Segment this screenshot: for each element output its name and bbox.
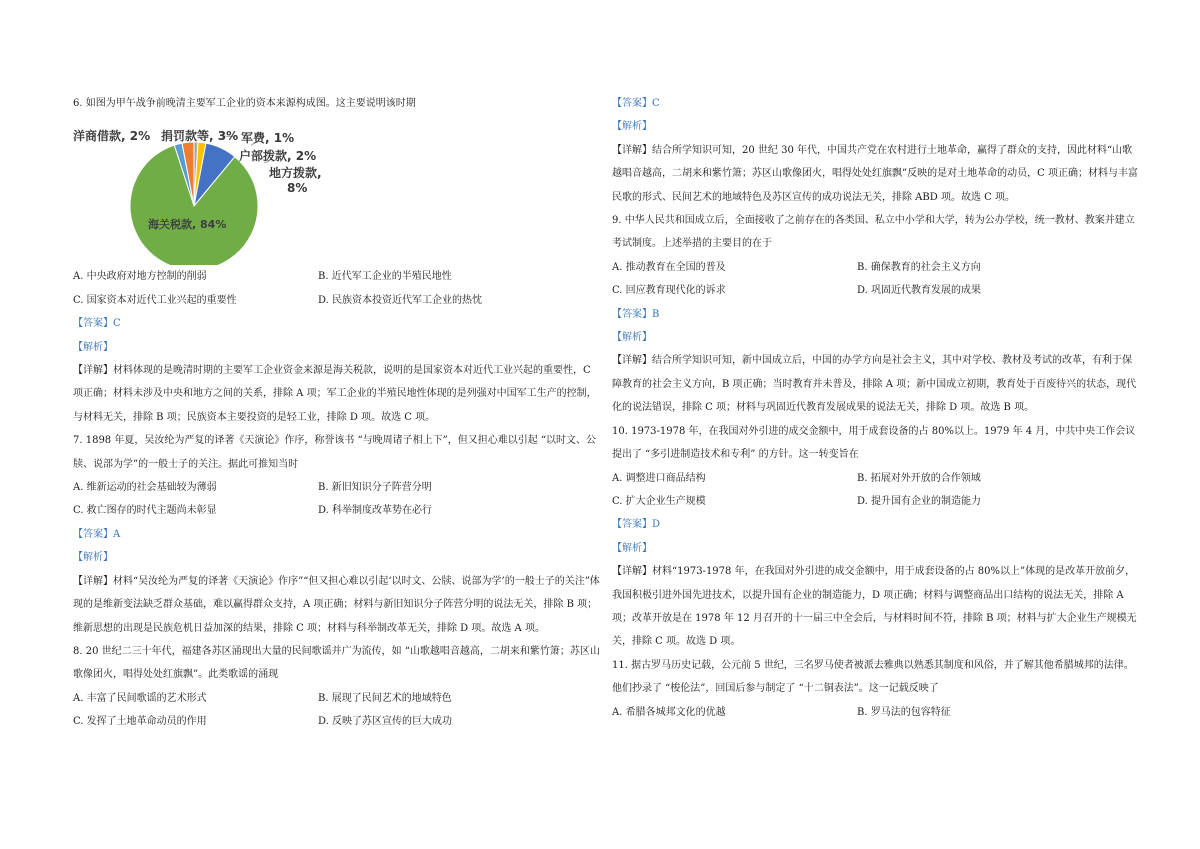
- question-11-options: [612, 701, 1140, 724]
- q6-option-a[interactable]: A. 中央政府对地方控制的削弱: [73, 271, 207, 283]
- question-10-options: [612, 467, 1140, 514]
- label-local-allocation: 地方拨款, 8%: [269, 166, 322, 196]
- q8-option-d[interactable]: D. 反映了苏区宣传的巨大成功: [318, 716, 453, 728]
- label-fines-donations: 捐罚款等, 3%: [161, 129, 239, 144]
- label-military-funds: 军费, 1%: [241, 131, 295, 146]
- q8-analysis-label: 【解析】: [612, 121, 652, 133]
- question-9-stem: 9. 中华人民共和国成立后，全面接收了之前存在的各类国、私立中小学和大学，转为公办学校，统一教材、教案并建立考试制度。上述举措的主要目的在于: [612, 215, 1135, 250]
- q6-option-c[interactable]: C. 国家资本对近代工业兴起的重要性: [73, 294, 237, 306]
- q9-option-d[interactable]: D. 巩固近代教育发展的成果: [857, 285, 982, 297]
- q9-analysis-label: 【解析】: [612, 332, 652, 344]
- q10-option-d[interactable]: D. 提升国有企业的制造能力: [857, 495, 982, 507]
- q8-option-b[interactable]: B. 展现了民间艺术的地域特色: [318, 692, 452, 704]
- q6-option-b[interactable]: B. 近代军工企业的半殖民地性: [318, 271, 452, 283]
- q7-option-a[interactable]: A. 维新运动的社会基础较为薄弱: [73, 482, 217, 494]
- q9-option-a[interactable]: A. 推动教育在全国的普及: [612, 261, 726, 273]
- q9-option-b[interactable]: B. 确保教育的社会主义方向: [857, 261, 981, 273]
- q9-answer: 【答案】B: [612, 308, 660, 320]
- pie-chart-svg: [73, 115, 373, 265]
- q10-detail: 【详解】材料“1973-1978 年，在我国对外引进的成交金额中，用于成套设备的占 80%以上”体现的是改革开放前夕，我国积极引进外国先进技术，以提升国有企业的制造能力，D 项正确；材料与调整商品出口结构的说法无关，排除 A 项；改革开放是在 1978 年 12 月召开的十一届三中全会后，与材料时间不符，排除 B 项；材料与扩大企业生产规模无关，排除 C 项。故选 D 项。: [612, 566, 1137, 648]
- question-6-stem: 6. 如图为甲午战争前晚清主要军工企业的资本来源构成图。这主要说明该时期: [73, 98, 416, 109]
- q10-answer: 【答案】D: [612, 519, 661, 531]
- right-column: [612, 92, 1140, 724]
- question-8-options: [73, 687, 601, 734]
- q7-detail: 【详解】材料“吴汝纶为严复的译著《天演论》作序”“但又担心难以引起‘以时文、公牍、说部为学’的一般士子的关注”体现的是维新变法缺乏群众基础，难以赢得群众支持，A 项正确；材料与新旧知识分子阵营分明的说法无关，排除 B 项；维新思想的出现是民族危机日益加深的结果，排除 C 项；材料与科举制改革无关，排除 D 项。故选 A 项。: [73, 575, 600, 634]
- label-customs-duties: 海关税款, 84%: [148, 218, 227, 232]
- q10-analysis-label: 【解析】: [612, 542, 652, 554]
- q7-option-c[interactable]: C. 救亡图存的时代主题尚未彰显: [73, 505, 217, 517]
- q10-option-c[interactable]: C. 扩大企业生产规模: [612, 495, 706, 507]
- q10-option-a[interactable]: A. 调整进口商品结构: [612, 472, 706, 484]
- question-11-stem: 11. 据古罗马历史记载，公元前 5 世纪，三名罗马使者被派去雅典以熟悉其制度和风俗，并了解其他希腊城邦的法律。他们抄录了 “梭伦法”，回国后参与制定了 “十二铜表法”。这一记载反映了: [612, 659, 1134, 695]
- q11-option-b[interactable]: B. 罗马法的包容特征: [857, 706, 951, 718]
- q7-option-b[interactable]: B. 新旧知识分子阵营分明: [318, 482, 432, 494]
- q7-analysis-label: 【解析】: [73, 552, 113, 564]
- q8-detail: 【详解】结合所学知识可知，20 世纪 30 年代，中国共产党在农村进行土地革命，赢得了群众的支持，因此材料“山歌越唱音越高，二胡来和紫竹箫；苏区山歌像团火，唱得处处红旗飘”反映的是对土地革命的动员，C 项正确；材料与丰富民歌的形式、民间艺术的地域特色及苏区宣传的成功说法无关，排除 ABD 项。故选 C 项。: [612, 144, 1138, 203]
- q7-answer: 【答案】A: [73, 528, 121, 540]
- q11-option-a[interactable]: A. 希腊各城邦文化的优越: [612, 706, 726, 718]
- label-board-revenue: 户部拨款, 2%: [239, 149, 317, 164]
- q8-answer: 【答案】C: [612, 98, 660, 109]
- q10-option-b[interactable]: B. 拓展对外开放的合作领域: [857, 472, 981, 484]
- label-foreign-loans: 洋商借款, 2%: [73, 129, 151, 144]
- question-7-stem: 7. 1898 年夏，吴汝纶为严复的译著《天演论》作序，称誉该书 “与晚周诸子相上下”，但又担心难以引起 “以时文、公牍、说部为学”的一般士子的关注。据此可推知当时: [73, 435, 597, 470]
- question-6-options: [73, 265, 601, 312]
- question-8-stem: 8. 20 世纪二三十年代，福建各苏区涌现出大量的民间歌谣并广为流传，如 “山歌越唱音越高，二胡来和紫竹箫；苏区山歌像团火，唱得处处红旗飘”。此类歌谣的涌现: [73, 645, 600, 681]
- q6-detail: 【详解】材料体现的是晚清时期的主要军工企业资金来源是海关税款，说明的是国家资本对近代工业兴起的重要性，C 项正确；材料未涉及中央和地方之间的关系，排除 A 项；军工企业的半殖民地性体现的是列强对中国军工生产的控制，与材料无关，排除 B 项；民族资本主要投资的是轻工业，排除 D 项。故选 C 项。: [73, 365, 597, 423]
- q6-analysis-label: 【解析】: [73, 341, 113, 353]
- q8-option-c[interactable]: C. 发挥了土地革命动员的作用: [73, 716, 207, 728]
- capital-source-pie-chart: [73, 115, 373, 265]
- question-9-options: [612, 256, 1140, 303]
- q7-option-d[interactable]: D. 科举制度改革势在必行: [318, 505, 433, 517]
- left-column: [73, 92, 601, 734]
- q9-detail: 【详解】结合所学知识可知，新中国成立后，中国的办学方向是社会主义，其中对学校、教材及考试的改革，有利于保障教育的社会主义方向，B 项正确；当时教育并未普及，排除 A 项；新中国成立初期，教育处于百废待兴的状态，现代化的说法错误，排除 C 项；材料与巩固近代教育发展成果的说法无关，排除 D 项。故选 B 项。: [612, 355, 1137, 414]
- q9-option-c[interactable]: C. 回应教育现代化的诉求: [612, 285, 726, 297]
- q8-option-a[interactable]: A. 丰富了民间歌谣的艺术形式: [73, 692, 207, 704]
- question-7-options: [73, 476, 601, 523]
- q6-option-d[interactable]: D. 民族资本投资近代军工企业的热忱: [318, 294, 483, 306]
- q6-answer: 【答案】C: [73, 318, 121, 330]
- question-10-stem: 10. 1973-1978 年，在我国对外引进的成交金额中，用于成套设备的占 80%以上。1979 年 4 月，中共中央工作会议提出了 “多引进制造技术和专利” 的方针。这一转变旨在: [612, 425, 1136, 461]
